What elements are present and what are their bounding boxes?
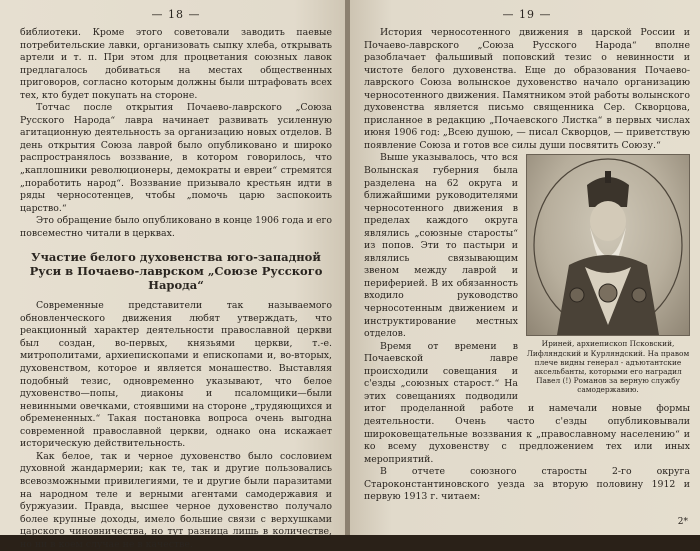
paragraph: Современные представители так называемого обновленческого движения любят утверждать, что реакционный характер деятельности православной церкви был создан, во-первых, князьями церкви, т.-е. митрополитами, архиепископами и епископами и, во-вторых, духовенством, которое и является монашество. Выставляя подобный тезис, одновременно указывают, что белое духовенство—попы, диаконы и псаломщики—были невинными овечками, стоявшими на стороне „трудяющихся и обремененных.“ Такая постановка вопроса очень выгодна современной православной церкви, однако она искажает историческую действительность. bbox=[20, 300, 332, 450]
archbishop-portrait-icon bbox=[527, 155, 689, 335]
paragraph: Тотчас после открытия Почаево-лаврского „Союза Русского Народа“ лавра начинает развивать усиленную агитационную деятельность за организацию новых отделов. В день открытия Союза лаврой было опубликовано и широко распространялось воззвание, в котором говорилось, что „каплошники революционеры, демократы и евреи“ стремятся „поработить народ“. Воззвание призывало крестьян идти в ряды черносотенцев, чтобы „помочь царю заспокоить царство.“ bbox=[20, 102, 332, 214]
portrait-image bbox=[526, 154, 690, 336]
signature-mark: 2* bbox=[677, 517, 688, 527]
portrait-figure bbox=[526, 154, 690, 394]
paragraph: Выше указывалось, что вся Волынская губерния была разделена на 62 округа и ближайшими руководителями черносотенного движения в пределах каждого округа являлись „союзные старосты“ из попов. Эти то пастыри и являлись связывающим звеном между лаврой и периферией. В их обязанность входило руководство черносотенным движением и инструктирование местных отделов. bbox=[364, 152, 518, 340]
left-page bbox=[0, 0, 346, 550]
paragraph: История черносотенного движения в царской России и Почаево-лаврского „Союза Русского Народа“ вполне разоблачает фальшивый поповский тезис о невинности и чистоте белого духовенства. Еще до образования Почаево-лаврского Союза волынское духовенство начало организацию черносотенного движения. Памятником этой работы волынского духовенства является письмо священника Сер. Скворцова, присланное в редакцию „Почаевского Листка“ в первых числах июня 1906 год: „Всею душою, — писал Скворцов, — приветствую появление Союза и готов все силы души посвятить Союзу.“ bbox=[364, 27, 690, 151]
page-number-left: — 18 — bbox=[151, 8, 201, 21]
section-heading: Участие белого духовенства юго-западной Руси в Почаево-лаврском „Союзе Русского Народа“ bbox=[29, 250, 323, 293]
paragraph: Как белое, так и черное духовенство было сословием духовной жандармерии; как те, так и другие пользовались всевозможными привилегиями, те и другие были паразитами на народном теле и верными агентами самодержавия и буржуазии. Правда, высшее черное духовенство получало более крупные доходы, имело большие связи с верхушками царского чиновничества, но тут разница лишь в количестве, но ни в коем случае не в качестве. bbox=[20, 450, 332, 550]
paragraph: Время от времени в Почаевской лавре происходили совещания и с'езды „союзных старост.“ На этих совещаниях подводили итог проделанной работе и намечали новые формы деятельности. Очень часто с'езды опубликовывали широковещательные воззвания к „православному населению“ и ко всему духовенству с предложением тех или иных мероприятий. bbox=[364, 340, 690, 465]
right-page bbox=[350, 0, 700, 535]
figure-caption: Ириней, архиепископ Псковский, Лифляндский и Курляндский. На правом плече видны генерал - адъютантские аксельбанты, которыми его наградил Павел (!) Романов за верную службу самодержавию. bbox=[526, 339, 690, 395]
paragraph: Это обращение было опубликовано в конце 1906 года и его повсеместно читали в церквах. bbox=[20, 215, 332, 239]
paragraph: библиотеки. Кроме этого советовали заводить паевые потребительские лавки, организовать сыпку хлеба, открывать артели и т. п. При этом для процветания союзных лавок предлагалось добиваться на местах общественных приговоров, согласно которым должны были штрафовать всех тех, кто будет покупать на стороне. bbox=[20, 27, 332, 101]
paragraph: В отчете союзного старосты 2-го округа Староконстантиновского уезда за вторую половину 1912 и первую 1913 г. читаем: bbox=[364, 466, 690, 503]
page-number-right: — 19 — bbox=[502, 8, 552, 21]
